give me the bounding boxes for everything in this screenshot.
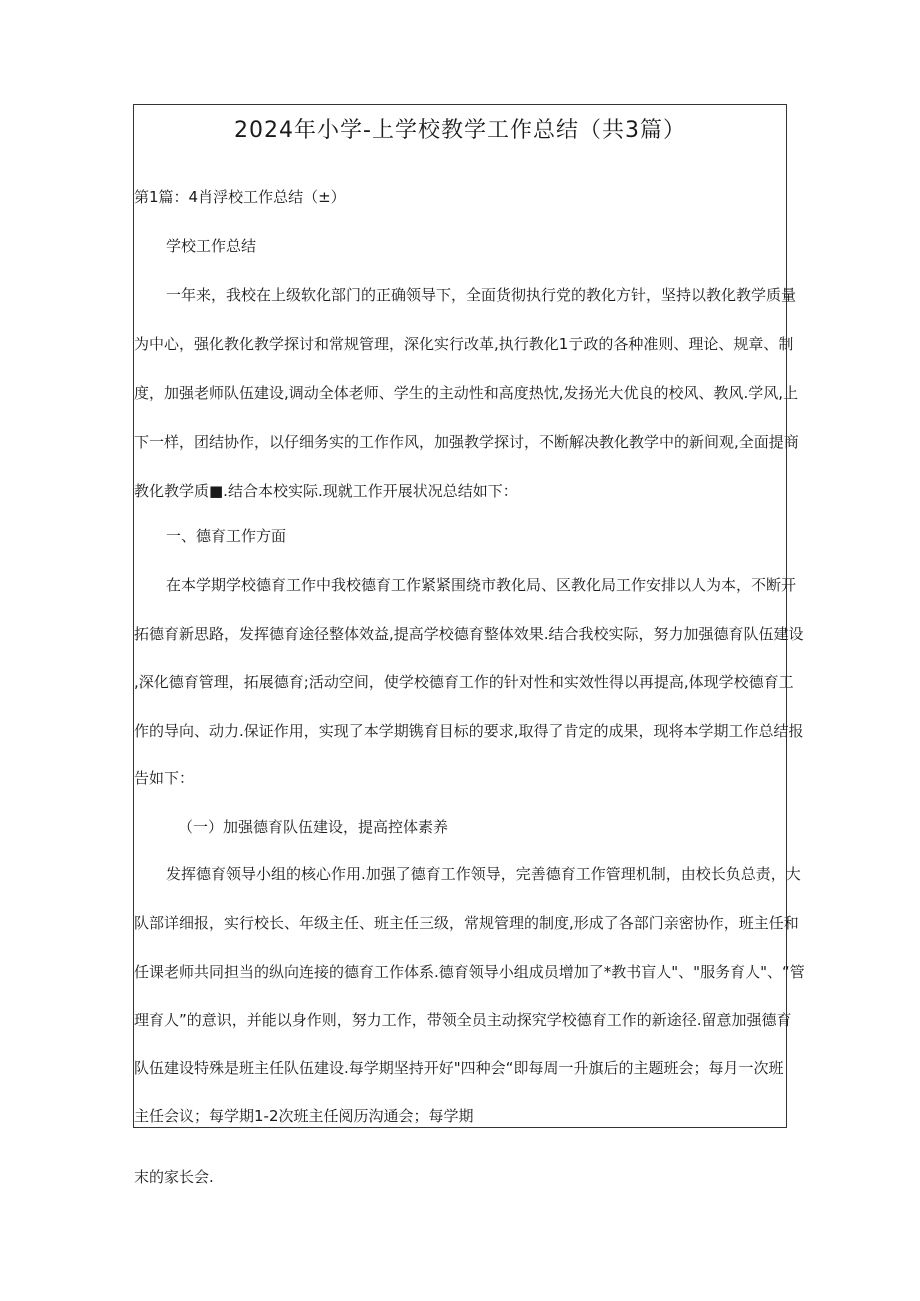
paragraph-line: 主任会议；每学期1-2次班主任阅历沟通会；每学期 — [134, 1107, 474, 1125]
paragraph-line: 教化教学质■.结合本校实际.现就工作开展状况总结如下： — [134, 482, 518, 500]
paragraph-line: 一年来，我校在上级软化部门的正确领导下，全面货彻执行党的教化方针，坚持以教化教学质量 — [166, 286, 797, 304]
paragraph-line: 下一样，团结协作，以仔细务实的工作作风，加强教学探讨，不断解决教化教学中的新间观,全面提商 — [134, 433, 799, 451]
paragraph-line: 为中心，强化教化教学探讨和常规管理，深化实行改革,执行教化1亍政的各种准则、理论、规章、制 — [134, 335, 794, 353]
article-heading: 第1篇：4肖浮校工作总结（±） — [134, 188, 346, 206]
document-title: 2024年小学-上学校教学工作总结（共3篇） — [234, 118, 686, 143]
paragraph-line: 拓德育新思路，发挥德育途径整体效益,提高学校德育整体效果.结合我校实际，努力加强德育队伍建设 — [134, 625, 804, 643]
subsection-heading: （一）加强德育队伍建设，提高控体素养 — [178, 818, 449, 836]
paragraph-line: 队部详细报，实行校长、年级主任、班主任三级，常规管理的制度,形成了各部门亲密协作，班主任和 — [134, 914, 799, 932]
paragraph-line: 任课老师共同担当的纵向连接的德育工作体系.德育领导小组成员增加了*教书盲人"、"服务育人"、“管 — [134, 963, 805, 981]
section-title: 学校工作总结 — [166, 237, 257, 255]
paragraph-line: 在本学期学校德育工作中我校德育工作紧紧围绕市教化局、区教化局工作安排以人为本，不断开 — [166, 576, 797, 594]
paragraph-line: 队伍建设特殊是班主任队伍建设.每学期坚持开好"四种会“即每周一升旗后的主题班会；每月一次班 — [134, 1059, 784, 1077]
paragraph-line: ,深化德育管理，拓展德育;活动空间，使学校德育工作的针对性和实效性得以再提高,体现学校德育工 — [134, 673, 794, 691]
paragraph-line: 理育人”的意识，并能以身作则，努力工作，带领全员主动探究学校德育工作的新途径.留意加强德育 — [134, 1011, 792, 1029]
section-heading: 一、德育工作方面 — [166, 527, 287, 545]
paragraph-line: 末的家长会. — [134, 1168, 214, 1186]
paragraph-line: 告如下： — [134, 769, 195, 787]
paragraph-line: 作的导向、动力.保证作用，实现了本学期镌育目标的要求,取得了肯定的成果，现将本学期工作总结报 — [134, 722, 804, 740]
paragraph-line: 发挥德育领导小组的核心作用.加强了德育工作领导，完善德育工作管理机制，由校长负总责，大 — [166, 865, 801, 883]
paragraph-line: 度，加强老师队伍建设,调动全体老师、学生的主动性和高度热忱,发扬光大优良的校风、教风.学风,上 — [134, 384, 799, 402]
